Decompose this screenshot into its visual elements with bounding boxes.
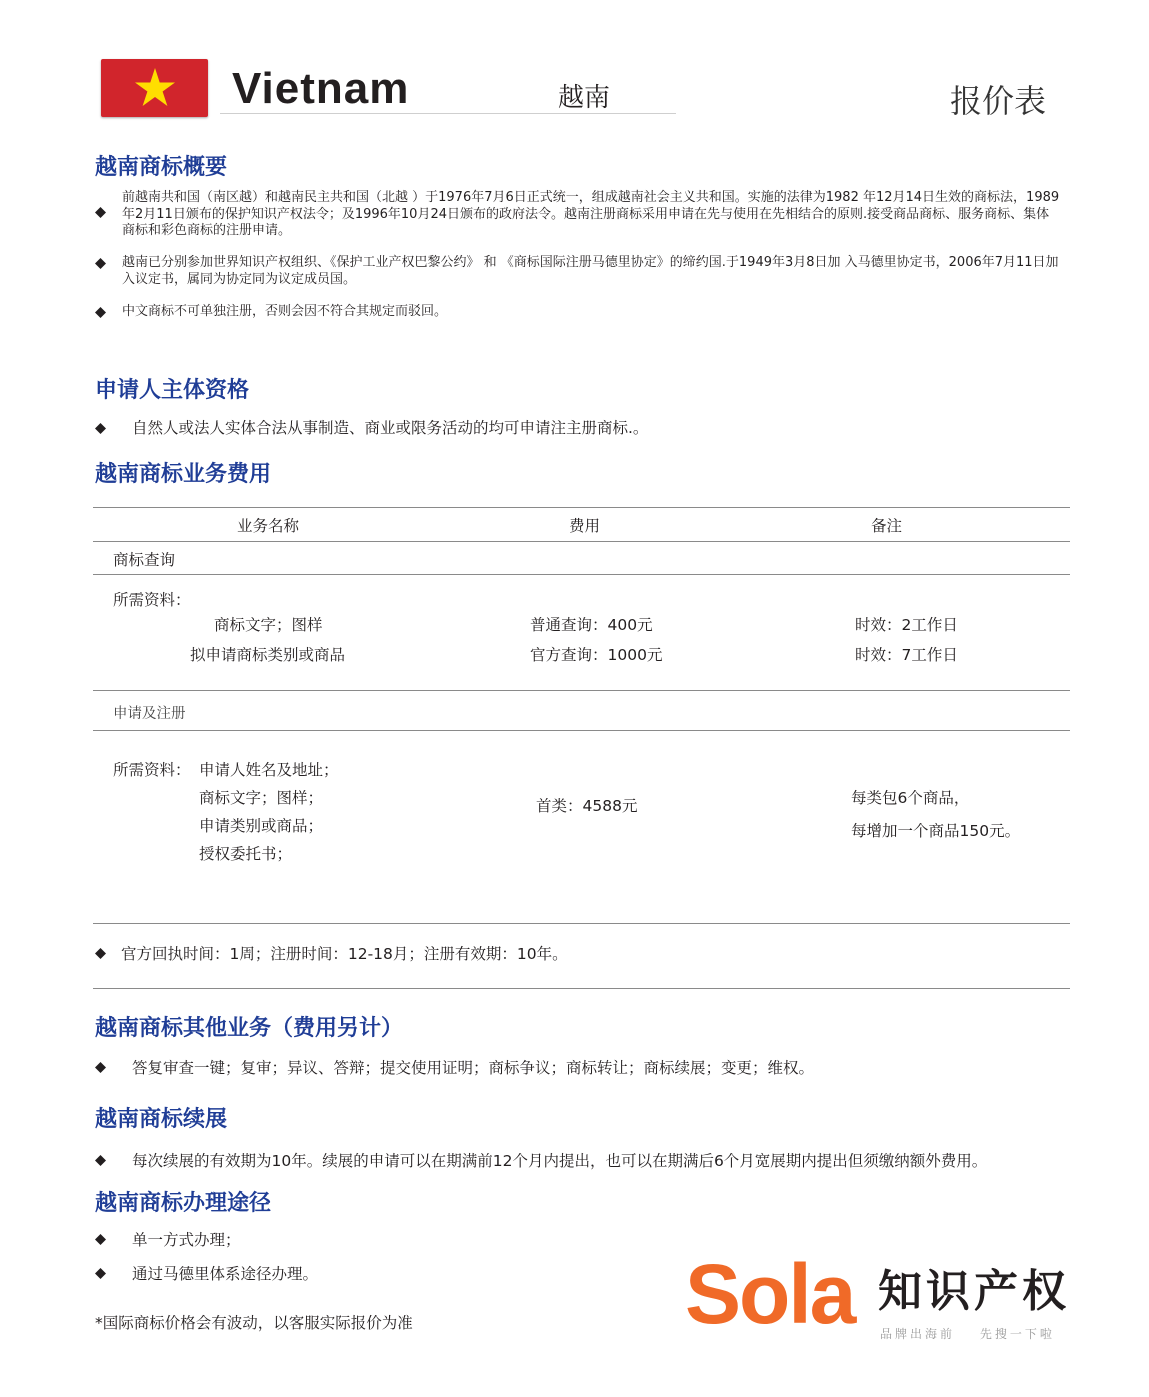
application-material: 授权委托书；	[199, 845, 293, 863]
overview-text: 越南已分别参加世界知识产权组织、《保护工业产权巴黎公约》 和 《商标国际注册马德里协定》的缔约国.于1949年3月8日加 入马德里协定书，2006年7月11日加入议定书，属同为协定同为议定成员国。	[122, 255, 1059, 287]
overview-item	[95, 255, 1060, 288]
overview-heading: 越南商标概要	[95, 155, 228, 180]
other-services-text: 答复审查一键；复审；异议、答辩；提交使用证明；商标争议；商标转让；商标续展；变更；维权。	[132, 1059, 815, 1077]
price-footnote: *国际商标价格会有波动，以客服实际报价为准	[95, 1314, 413, 1332]
application-note: 每类包6个商品，	[851, 789, 970, 807]
fees-heading: 越南商标业务费用	[95, 462, 272, 487]
star-icon	[135, 68, 175, 106]
eligibility-heading: 申请人主体资格	[95, 378, 250, 403]
materials-label: 所需资料：	[113, 591, 191, 609]
eligibility-item	[95, 418, 648, 438]
application-material: 商标文字；图样；	[199, 789, 324, 807]
overview-item	[95, 190, 1060, 240]
application-material: 申请类别或商品；	[199, 817, 324, 835]
application-material: 申请人姓名及地址；	[199, 761, 339, 779]
diamond-bullet-icon	[95, 1268, 106, 1279]
section-label-application: 申请及注册	[113, 706, 186, 722]
diamond-bullet-icon	[95, 423, 106, 434]
country-name-english: Vietnam	[232, 64, 410, 113]
search-note: 时效：7工作日	[855, 646, 958, 664]
tagline-left: 品牌出海前	[880, 1327, 956, 1341]
overview-text: 前越南共和国（南区越）和越南民主共和国（北越 ）于1976年7月6日正式统一，组成越南社会主义共和国。实施的法律为1982 年12月14日生效的商标法，1989年2月11日颁布的保护知识产权法令；及1996年10月24日颁布的政府法令。越南注册商标采用申请在先与使用在先相结合的原则.接受商品商标、服务商标、集体商标和彩色商标的注册申请。	[122, 190, 1060, 238]
tagline-right: 先搜一下啦	[979, 1327, 1055, 1341]
timeline-text: 官方回执时间：1周；注册时间：12-18月；注册有效期：10年。	[121, 945, 568, 963]
logo-chinese-name: 知识产权	[878, 1266, 1070, 1317]
application-note: 每增加一个商品150元。	[851, 822, 1021, 840]
diamond-bullet-icon	[95, 1062, 106, 1073]
renewal-heading: 越南商标续展	[95, 1107, 228, 1132]
table-rule	[93, 574, 1070, 575]
document-type-title: 报价表	[950, 82, 1047, 120]
table-rule	[93, 541, 1070, 542]
diamond-bullet-icon	[95, 1234, 106, 1245]
column-header-notes: 备注	[871, 517, 903, 535]
diamond-bullet-icon	[95, 258, 106, 269]
route-item	[95, 1230, 241, 1250]
vietnam-flag	[101, 59, 208, 117]
country-name-chinese: 越南	[558, 83, 611, 113]
overview-text: 中文商标不可单独注册，否则会因不符合其规定而驳回。	[122, 304, 448, 319]
table-rule	[93, 730, 1070, 731]
search-material: 商标文字；图样	[214, 616, 323, 634]
section-label-search: 商标查询	[113, 551, 176, 569]
sola-logo: Sola	[685, 1247, 855, 1341]
table-rule	[93, 507, 1070, 508]
search-material: 拟申请商标类别或商品	[190, 646, 346, 664]
renewal-text: 每次续展的有效期为10年。续展的申请可以在期满前12个月内提出，也可以在期满后6个月宽展期内提出但须缴纳额外费用。	[132, 1152, 988, 1170]
diamond-bullet-icon	[95, 307, 106, 318]
search-note: 时效：2工作日	[855, 616, 958, 634]
column-header-service: 业务名称	[237, 517, 300, 535]
search-fee: 官方查询：1000元	[530, 646, 663, 664]
route-item	[95, 1264, 318, 1284]
routes-heading: 越南商标办理途径	[95, 1191, 272, 1216]
route-text: 通过马德里体系途径办理。	[132, 1265, 319, 1283]
renewal-item	[95, 1151, 987, 1171]
route-text: 单一方式办理；	[132, 1231, 241, 1249]
diamond-bullet-icon	[95, 1155, 106, 1166]
eligibility-text: 自然人或法人实体合法从事制造、商业或限务活动的均可申请注主册商标.。	[132, 419, 649, 437]
table-rule	[93, 923, 1070, 924]
logo-tagline	[880, 1325, 1055, 1342]
column-header-fee: 费用	[569, 517, 601, 535]
application-fee: 首类：4588元	[536, 797, 638, 815]
other-services-heading: 越南商标其他业务（费用另计）	[95, 1016, 404, 1041]
diamond-bullet-icon	[95, 207, 106, 218]
diamond-bullet-icon	[95, 948, 106, 959]
other-services-item	[95, 1058, 814, 1078]
timeline-item	[95, 944, 568, 964]
overview-item	[95, 304, 1060, 321]
search-fee: 普通查询：400元	[530, 616, 653, 634]
table-rule	[93, 988, 1070, 989]
table-rule	[93, 690, 1070, 691]
materials-label: 所需资料：	[113, 761, 191, 779]
